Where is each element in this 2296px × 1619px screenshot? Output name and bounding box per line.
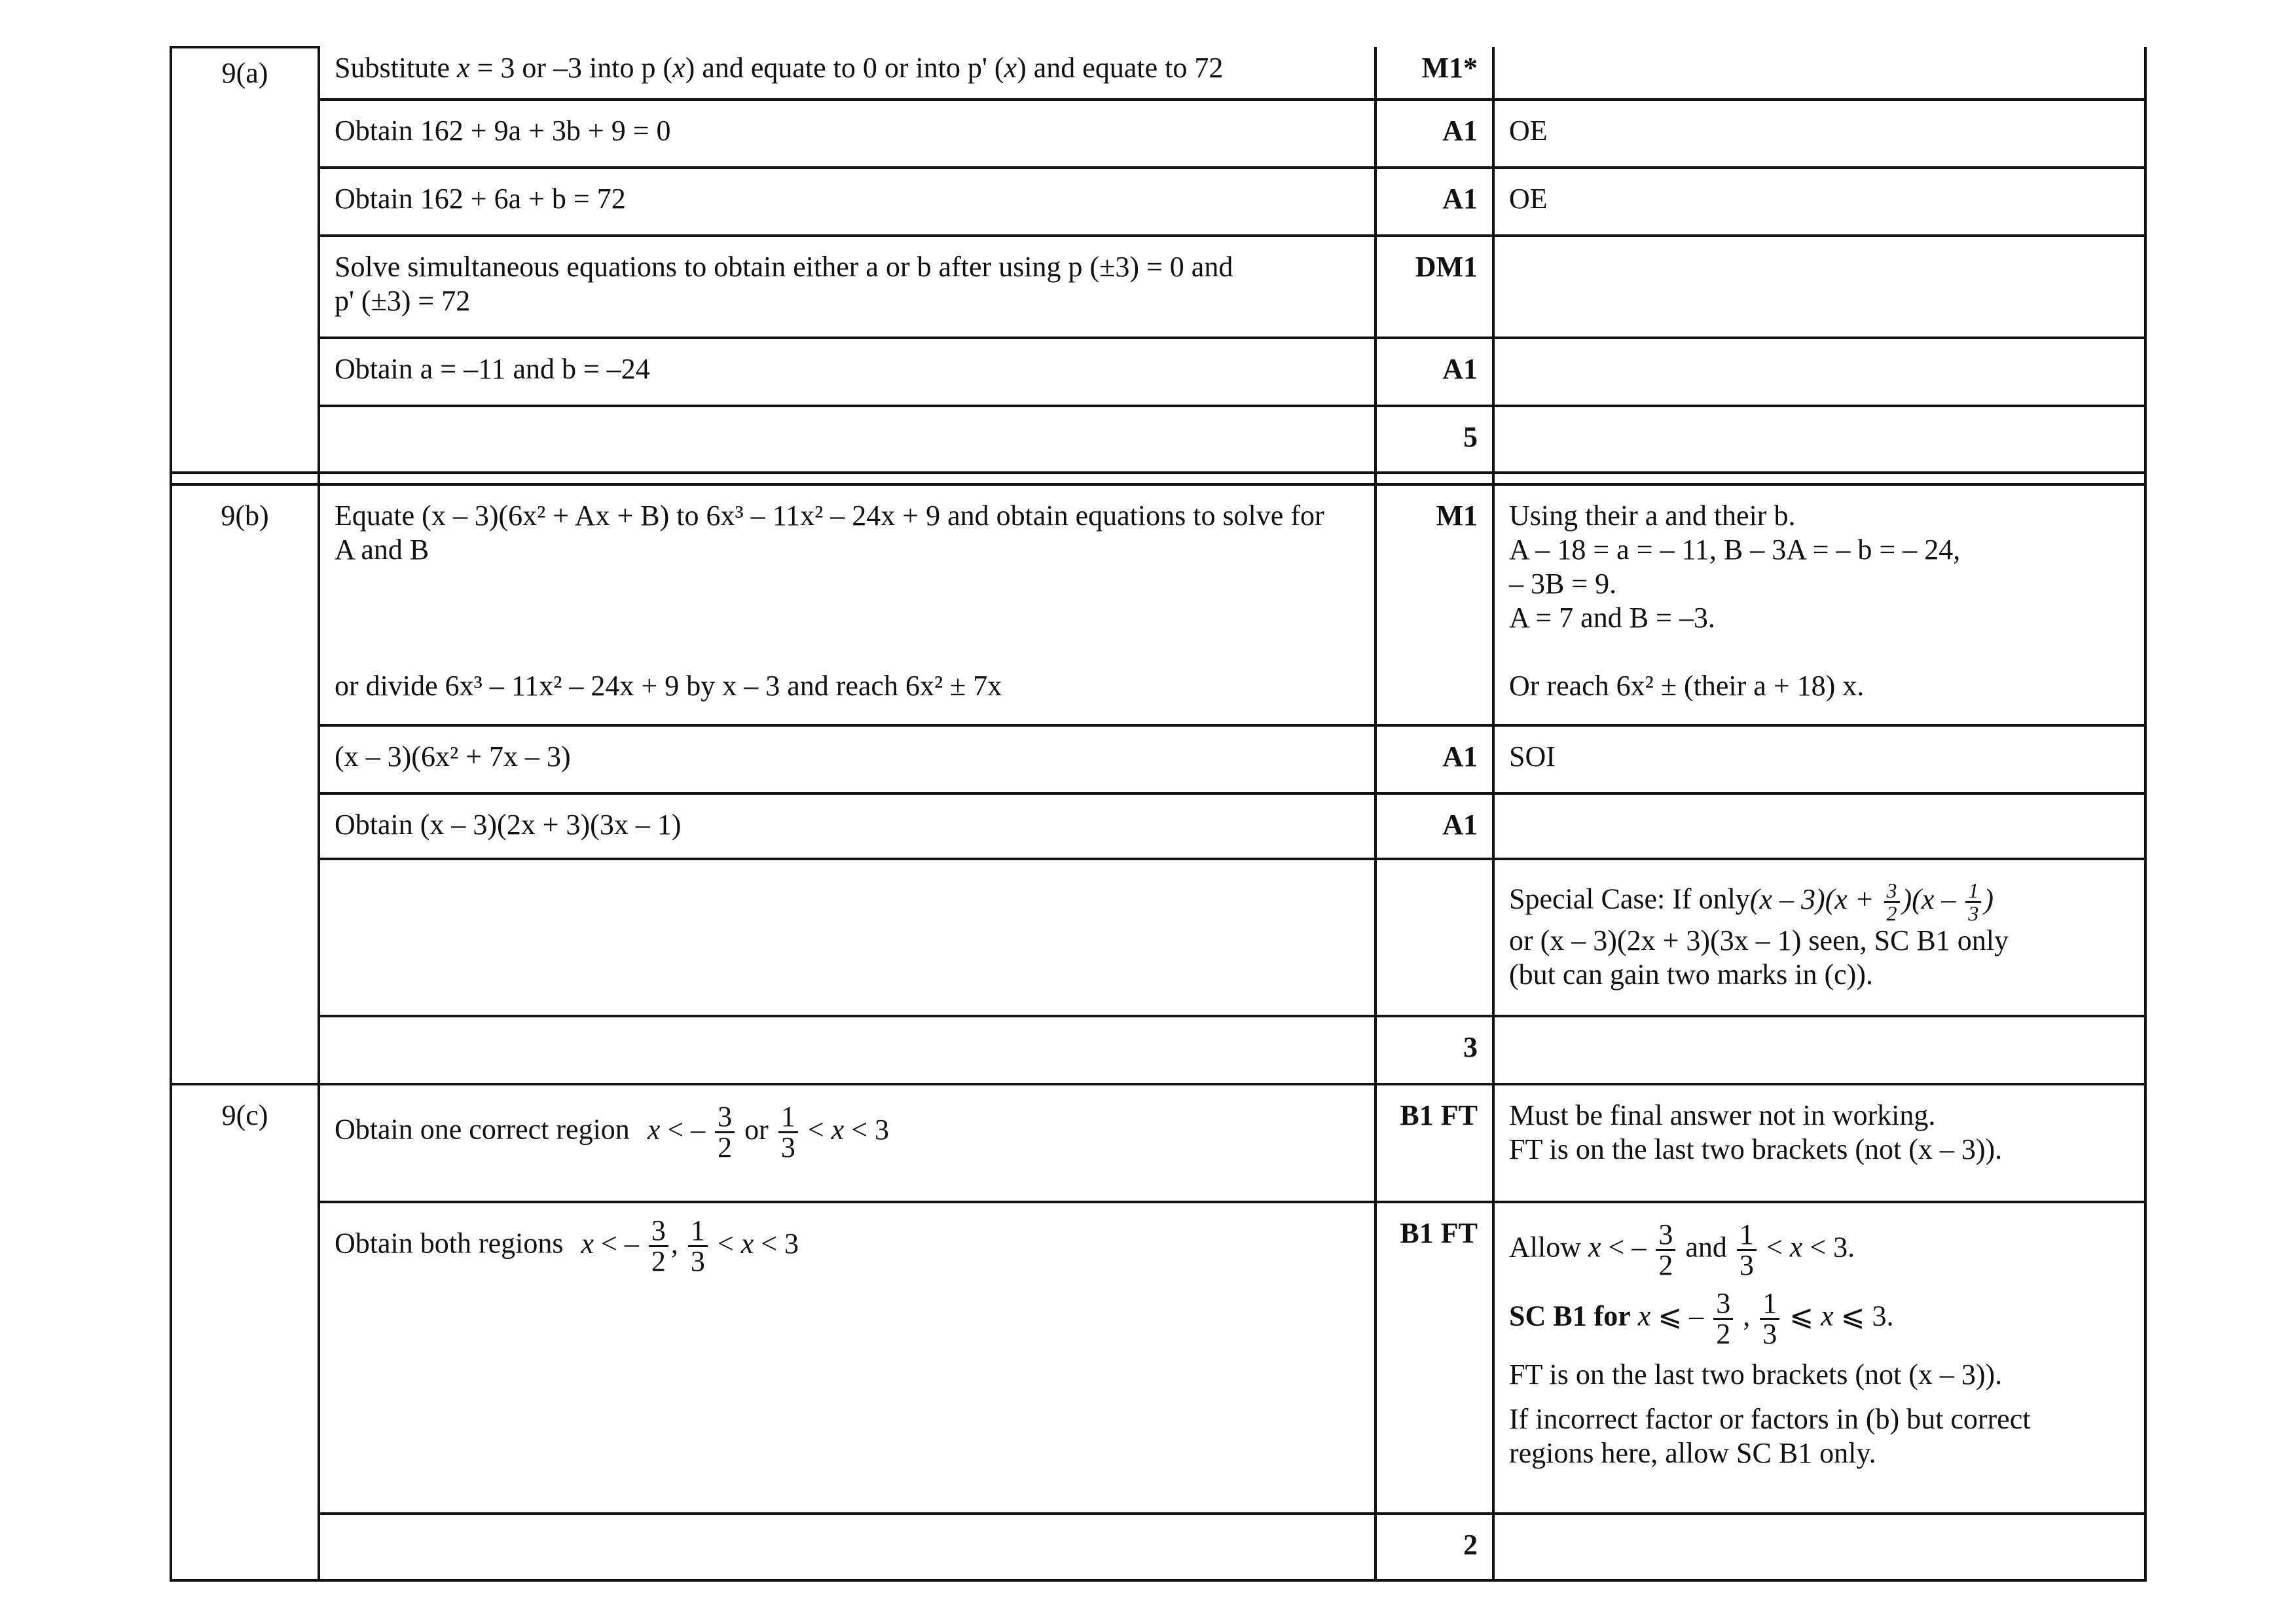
q9a-total-row	[171, 406, 2145, 473]
q9b-row-2	[171, 725, 2145, 793]
answer-cell	[319, 406, 1376, 473]
guidance-line: FT is on the last two brackets (not (x – 3)).	[1509, 1133, 2003, 1165]
guidance-cell	[1493, 338, 2145, 406]
guidance-cell	[1493, 859, 2145, 1016]
total-mark: 3	[1376, 1016, 1493, 1084]
special-case-line	[1509, 880, 2130, 924]
answer-text: Obtain one correct region	[335, 1113, 630, 1146]
guidance-line: A – 18 = a = – 11, B – 3A = – b = – 24,	[1509, 534, 1961, 566]
q9a-row-4	[171, 236, 2145, 338]
guidance-line: (but can gain two marks in (c)).	[1509, 958, 1873, 991]
answer-cell: (x – 3)(6x² + 7x – 3)	[319, 725, 1376, 793]
answer-cell	[319, 1084, 1376, 1202]
mark-cell: A1	[1376, 793, 1493, 859]
section-separator	[171, 473, 2145, 484]
answer-var: x	[1004, 52, 1017, 84]
answer-line: p' (±3) = 72	[335, 285, 471, 317]
answer-line: A and B	[335, 534, 429, 566]
answer-line: Solve simultaneous equations to obtain either a or b after using p (±3) = 0 and	[335, 251, 1233, 283]
q9c-row-1	[171, 1084, 2145, 1202]
guidance-cell: OE	[1493, 168, 2145, 236]
answer-cell	[319, 1202, 1376, 1514]
guidance-cell	[1493, 1084, 2145, 1202]
answer-cell	[319, 1016, 1376, 1084]
q9a-row-5	[171, 338, 2145, 406]
mark-cell: A1	[1376, 725, 1493, 793]
factor-expression: (x – 3)(x + $\frac{3}{2}$ )(x – $\frac{1}{3}$ )	[1749, 879, 1994, 925]
q9b-label-cell	[171, 484, 319, 1084]
answer-text: ) and equate to 0 or into p' (	[685, 52, 1004, 84]
guidance-cell	[1493, 1016, 2145, 1084]
answer-text: Obtain both regions	[335, 1227, 564, 1260]
answer-cell: Obtain (x – 3)(2x + 3)(3x – 1)	[319, 793, 1376, 859]
mark-cell	[1376, 859, 1493, 1016]
answer-var: x	[672, 52, 685, 84]
q9b-row-4	[171, 859, 2145, 1016]
q9b-total-row	[171, 1016, 2145, 1084]
answer-cell: Obtain 162 + 9a + 3b + 9 = 0	[319, 100, 1376, 168]
guidance-cell	[1493, 236, 2145, 338]
guidance-line: FT is on the last two brackets (not (x – 3)).	[1509, 1358, 2003, 1391]
mark-cell: A1	[1376, 168, 1493, 236]
q9a-row-2	[171, 100, 2145, 168]
guidance-line: Using their a and their b.	[1509, 500, 1796, 532]
q9c-total-row	[171, 1514, 2145, 1580]
question-label: 9(c)	[221, 1099, 268, 1131]
mark-cell: B1 FT	[1376, 1202, 1493, 1514]
q9c-label-cell	[171, 1084, 319, 1580]
guidance-line: Must be final answer not in working.	[1509, 1099, 1936, 1131]
inequality-expression: x < – $\frac{3}{2}$ , $\frac{1}{3}$ < x < 3	[581, 1214, 799, 1277]
guidance-line: A = 7 and B = –3.	[1509, 602, 1715, 634]
guidance-allow-line: Allow x < – $\frac{3}{2}$ and $\frac{1}{3}$ < x < 3.	[1509, 1218, 1855, 1281]
guidance-line: Or reach 6x² ± (their a + 18) x.	[1509, 670, 1865, 702]
mark-scheme-frame	[170, 46, 2144, 1582]
q9b-row-1	[171, 484, 2145, 725]
answer-line: or divide 6x³ – 11x² – 24x + 9 by x – 3 and reach 6x² ± 7x	[335, 670, 1002, 702]
guidance-line: – 3B = 9.	[1509, 568, 1617, 600]
guidance-cell	[1493, 47, 2145, 100]
guidance-line: regions here, allow SC B1 only.	[1509, 1437, 1876, 1469]
mark-cell: A1	[1376, 338, 1493, 406]
answer-cell	[319, 47, 1376, 100]
guidance-cell	[1493, 1202, 2145, 1514]
guidance-line: or (x – 3)(2x + 3)(3x – 1) seen, SC B1 only	[1509, 924, 2009, 956]
answer-var: x	[457, 52, 470, 84]
answer-cell	[319, 236, 1376, 338]
question-label: 9(b)	[221, 500, 269, 532]
guidance-text: Special Case: If only	[1509, 882, 1750, 915]
answer-text: = 3 or –3 into p (	[469, 52, 673, 84]
total-mark: 5	[1376, 406, 1493, 473]
guidance-cell	[1493, 1514, 2145, 1580]
question-label: 9(a)	[221, 57, 268, 89]
answer-cell: Obtain 162 + 6a + b = 72	[319, 168, 1376, 236]
total-mark: 2	[1376, 1514, 1493, 1580]
spacer	[335, 567, 1360, 669]
guidance-cell: OE	[1493, 100, 2145, 168]
q9b-row-3	[171, 793, 2145, 859]
guidance-cell	[1493, 793, 2145, 859]
q9a-row-3	[171, 168, 2145, 236]
answer-text: Substitute	[335, 52, 458, 84]
guidance-cell	[1493, 406, 2145, 473]
answer-cell	[319, 859, 1376, 1016]
guidance-sc-line: SC B1 for x ⩽ – $\frac{3}{2}$ , $\frac{1}{3}$ ⩽ x ⩽ 3.	[1509, 1287, 1894, 1350]
mark-cell: M1*	[1376, 47, 1493, 100]
answer-cell: Obtain a = –11 and b = –24	[319, 338, 1376, 406]
answer-cell	[319, 1514, 1376, 1580]
q9a-row-1	[171, 47, 2145, 100]
inequality-expression: x < – $\frac{3}{2}$ or $\frac{1}{3}$ < x < 3	[647, 1101, 890, 1163]
mark-cell: M1	[1376, 484, 1493, 725]
guidance-line: If incorrect factor or factors in (b) but correct	[1509, 1403, 2031, 1435]
mark-cell: B1 FT	[1376, 1084, 1493, 1202]
q9c-row-2	[171, 1202, 2145, 1514]
guidance-cell	[1493, 484, 2145, 725]
answer-line: Equate (x – 3)(6x² + Ax + B) to 6x³ – 11x² – 24x + 9 and obtain equations to solve for	[335, 500, 1324, 532]
guidance-cell: SOI	[1493, 725, 2145, 793]
spacer	[1509, 635, 2130, 669]
mark-scheme-table	[170, 46, 2147, 1582]
answer-text: ) and equate to 72	[1017, 52, 1224, 84]
q9a-label-cell	[171, 47, 319, 473]
mark-cell: DM1	[1376, 236, 1493, 338]
answer-cell	[319, 484, 1376, 725]
mark-cell: A1	[1376, 100, 1493, 168]
